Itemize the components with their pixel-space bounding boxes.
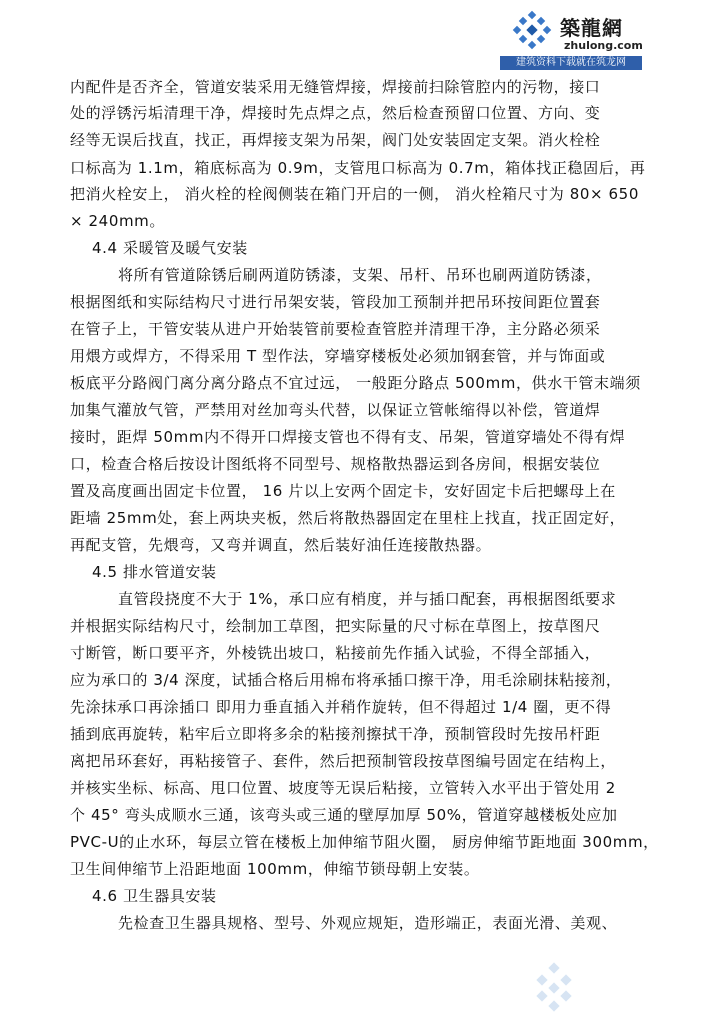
- section-heading-4-4: 4.4 采暖管及暖气安装: [92, 239, 248, 257]
- text-line: 在管子上，干管安装从进户开始装管前要检查管腔并清理干净，主分路必须采: [70, 320, 601, 338]
- text-line: 内配件是否齐全，管道安装采用无缝管焊接，焊接前扫除管腔内的污物，接口: [70, 78, 601, 96]
- text-line: 再配支管，先煨弯，又弯并调直，然后装好油任连接散热器。: [70, 536, 492, 554]
- text-line: PVC-U的止水环，每层立管在楼板上加伸缩节阻火圈， 厨房伸缩节距地面 300mm，: [70, 833, 659, 851]
- text-line: 置及高度画出固定卡位置， 16 片以上安两个固定卡，安好固定卡后把螺母上在: [70, 482, 616, 500]
- text-line: 并核实坐标、标高、甩口位置、坡度等无误后粘接，立管转入水平出于管处用 2: [70, 779, 616, 797]
- logo-slogan: 建筑资料下载就在筑龙网: [500, 56, 642, 70]
- text-line: 插到底再旋转，粘牢后立即将多余的粘接剂擦拭干净，预制管段时先按吊杆距: [70, 725, 601, 743]
- text-line: 根据图纸和实际结构尺寸进行吊架安装，管段加工预制并把吊环按间距位置套: [70, 293, 601, 311]
- snowflake-watermark-icon: [528, 962, 580, 1014]
- section-heading-4-6: 4.6 卫生器具安装: [92, 887, 217, 905]
- text-line: 寸断管，断口要平齐，外棱铣出坡口，粘接前先作插入试验，不得全部插入，: [70, 644, 601, 662]
- text-line: 先检查卫生器具规格、型号、外观应规矩，造形端正，表面光滑、美观、: [118, 914, 618, 932]
- text-line: 离把吊环套好，再粘接管子、套件，然后把预制管段按草图编号固定在结构上，: [70, 752, 617, 770]
- zhulong-logo: [498, 6, 644, 70]
- text-line: 距墙 25mm处，套上两块夹板，然后将散热器固定在里柱上找直，找正固定好，: [70, 509, 626, 527]
- text-line: 处的浮锈污垢清理干净，焊接时先点焊之点，然后检查预留口位置、方向、变: [70, 104, 601, 122]
- text-line: 经等无误后找直，找正，再焊接支架为吊架，阀门处安装固定支架。消火栓栓: [70, 131, 601, 149]
- snowflake-emblem-icon: [512, 10, 552, 50]
- section-heading-4-5: 4.5 排水管道安装: [92, 563, 217, 581]
- text-line: 并根据实际结构尺寸，绘制加工草图，把实际量的尺寸标在草图上，按草图尺: [70, 617, 601, 635]
- text-line: × 240mm。: [70, 212, 165, 230]
- text-line: 口，检查合格后按设计图纸将不同型号、规格散热器运到各房间，根据安装位: [70, 455, 601, 473]
- text-line: 卫生间伸缩节上沿距地面 100mm，伸缩节锁母朝上安装。: [70, 860, 480, 878]
- text-line: 应为承口的 3/4 深度，试插合格后用棉布将承插口擦干净，用毛涂刷抹粘接剂，: [70, 671, 622, 689]
- text-line: 把消火栓安上， 消火栓的栓阀侧装在箱门开启的一侧， 消火栓箱尺寸为 80× 650: [70, 185, 639, 203]
- text-line: 个 45° 弯头成顺水三通，该弯头或三通的壁厚加厚 50%，管道穿越楼板处应加: [70, 806, 618, 824]
- text-line: 直管段挠度不大于 1%，承口应有梢度，并与插口配套，再根据图纸要求: [118, 590, 617, 608]
- text-line: 用煨方或焊方，不得采用 T 型作法，穿墙穿楼板处必须加钢套管，并与饰面或: [70, 347, 606, 365]
- text-line: 口标高为 1.1m，箱底标高为 0.9m，支管甩口标高为 0.7m，箱体找正稳固后，再: [70, 159, 646, 177]
- text-line: 板底平分路阀门离分离分路点不宜过远， 一般距分路点 500mm，供水干管末端须: [70, 374, 641, 392]
- text-line: 将所有管道除锈后刷两道防锈漆，支架、吊杆、吊环也刷两道防锈漆，: [118, 266, 602, 284]
- text-line: 先涂抹承口再涂插口 即用力垂直插入并稍作旋转，但不得超过 1/4 圈，更不得: [70, 698, 612, 716]
- text-line: 接时，距焊 50mm内不得开口焊接支管也不得有支、吊架，管道穿墙处不得有焊: [70, 428, 626, 446]
- logo-domain: zhulong.com: [564, 39, 643, 52]
- logo-title: 築龍網: [560, 16, 623, 40]
- text-line: 加集气灌放气管，严禁用对丝加弯头代替，以保证立管帐缩得以补偿，管道焊: [70, 401, 601, 419]
